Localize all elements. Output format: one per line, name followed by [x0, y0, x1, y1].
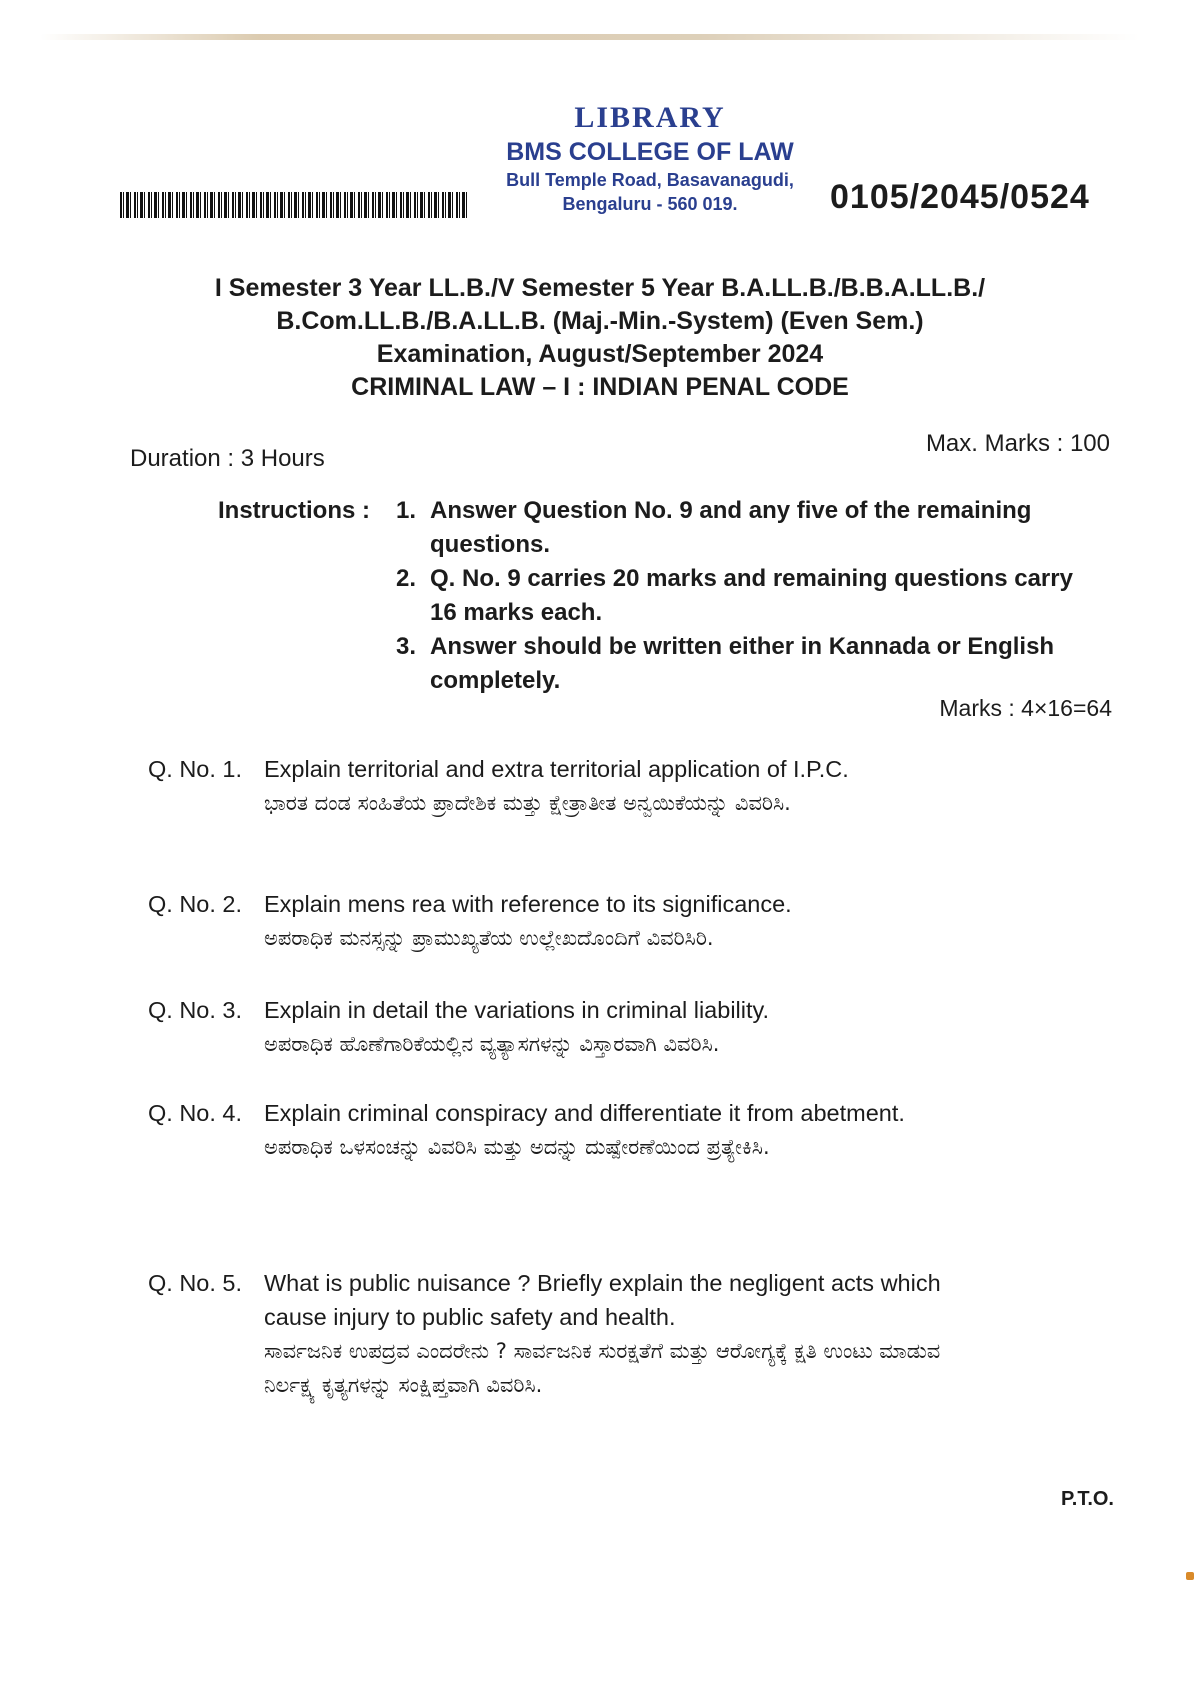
- stamp-college: BMS COLLEGE OF LAW: [506, 138, 794, 166]
- stamp-library: LIBRARY: [574, 101, 726, 134]
- title-line-1: I Semester 3 Year LL.B./V Semester 5 Year B.A.LL.B./B.B.A.LL.B./: [214, 274, 986, 302]
- question-number: Q. No. 2.: [148, 891, 243, 917]
- pto-label: P.T.O.: [1061, 1488, 1114, 1510]
- paper-edge-shadow: [40, 34, 1140, 40]
- question-text-kn: ಅಪರಾಧಿಕ ಹೊಣೆಗಾರಿಕೆಯಲ್ಲಿನ ವ್ಯತ್ಯಾಸಗಳನ್ನು ವಿಸ್ತಾರವಾಗಿ ವಿವರಿಸಿ.: [264, 1032, 720, 1056]
- instruction-text: Q. No. 9 carries 20 marks and remaining questions carry 16 marks each.: [430, 565, 1073, 626]
- instruction-item: [396, 630, 1086, 698]
- question-item: [148, 752, 978, 820]
- instruction-number: 3.: [396, 633, 417, 660]
- title-line-3: Examination, August/September 2024: [376, 340, 824, 368]
- instruction-item: [396, 494, 1086, 562]
- question-text-en: Explain in detail the variations in criminal liability.: [264, 997, 770, 1023]
- question-item: [148, 887, 978, 955]
- question-text-en: Explain criminal conspiracy and differentiate it from abetment.: [264, 1100, 905, 1126]
- question-item: [148, 1266, 978, 1402]
- question-number: Q. No. 3.: [148, 997, 243, 1023]
- library-stamp: [470, 100, 830, 216]
- section-marks: Marks : 4×16=64: [939, 695, 1112, 721]
- duration: Duration : 3 Hours: [130, 445, 325, 472]
- instruction-item: [396, 562, 1086, 630]
- question-number: Q. No. 5.: [148, 1270, 243, 1296]
- paper-code: 0105/2045/0524: [830, 178, 1090, 216]
- max-marks: Max. Marks : 100: [925, 430, 1110, 457]
- question-number: Q. No. 1.: [148, 756, 243, 782]
- title-line-4: CRIMINAL LAW – I : INDIAN PENAL CODE: [351, 373, 849, 401]
- stamp-address-2: Bengaluru - 560 019.: [562, 194, 738, 214]
- question-item: [148, 1096, 978, 1164]
- question-text-en: Explain territorial and extra territorial application of I.P.C.: [264, 756, 849, 782]
- instructions-label: Instructions :: [218, 497, 371, 524]
- question-text-kn: ಭಾರತ ದಂಡ ಸಂಹಿತೆಯ ಪ್ರಾದೇಶಿಕ ಮತ್ತು ಕ್ಷೇತ್ರಾತೀತ ಅನ್ವಯಿಕೆಯನ್ನು ವಿವರಿಸಿ.: [264, 791, 791, 815]
- question-text-kn: ಸಾರ್ವಜನಿಕ ಉಪದ್ರವ ಎಂದರೇನು ? ಸಾರ್ವಜನಿಕ ಸುರಕ್ಷತೆಗೆ ಮತ್ತು ಆರೋಗ್ಯಕ್ಕೆ ಕ್ಷತಿ ಉಂಟು ಮಾಡುವ ನಿರ್ಲಕ್ಷ್ಯ ಕೃತ್ಯಗಳನ್ನು ಸಂಕ್ಷಿಪ್ತವಾಗಿ ವಿವರಿಸಿ.: [264, 1339, 941, 1397]
- question-text-en: Explain mens rea with reference to its significance.: [264, 891, 792, 917]
- instruction-number: 1.: [396, 497, 417, 524]
- stamp-address-1: Bull Temple Road, Basavanagudi,: [506, 170, 794, 190]
- question-text-kn: ಅಪರಾಧಿಕ ಒಳಸಂಚನ್ನು ವಿವರಿಸಿ ಮತ್ತು ಅದನ್ನು ದುಷ್ಪೇರಣೆಯಿಂದ ಪ್ರತ್ಯೇಕಿಸಿ.: [264, 1135, 770, 1159]
- exam-title: [150, 272, 1050, 404]
- title-line-2: B.Com.LL.B./B.A.LL.B. (Maj.-Min.-System) (Even Sem.): [276, 307, 924, 335]
- scan-mark: [1186, 1572, 1194, 1580]
- question-number: Q. No. 4.: [148, 1100, 243, 1126]
- instruction-number: 2.: [396, 565, 417, 592]
- instruction-text: Answer should be written either in Kannada or English completely.: [430, 633, 1055, 694]
- question-text-en: What is public nuisance ? Briefly explain the negligent acts which cause injury to public safety and health.: [264, 1270, 941, 1330]
- question-text-kn: ಅಪರಾಧಿಕ ಮನಸ್ಸನ್ನು ಪ್ರಾಮುಖ್ಯತೆಯ ಉಲ್ಲೇಖದೊಂದಿಗೆ ವಿವರಿಸಿರಿ.: [264, 926, 714, 950]
- question-item: [148, 993, 978, 1061]
- barcode-icon: [120, 192, 470, 218]
- instruction-text: Answer Question No. 9 and any five of the remaining questions.: [430, 497, 1032, 558]
